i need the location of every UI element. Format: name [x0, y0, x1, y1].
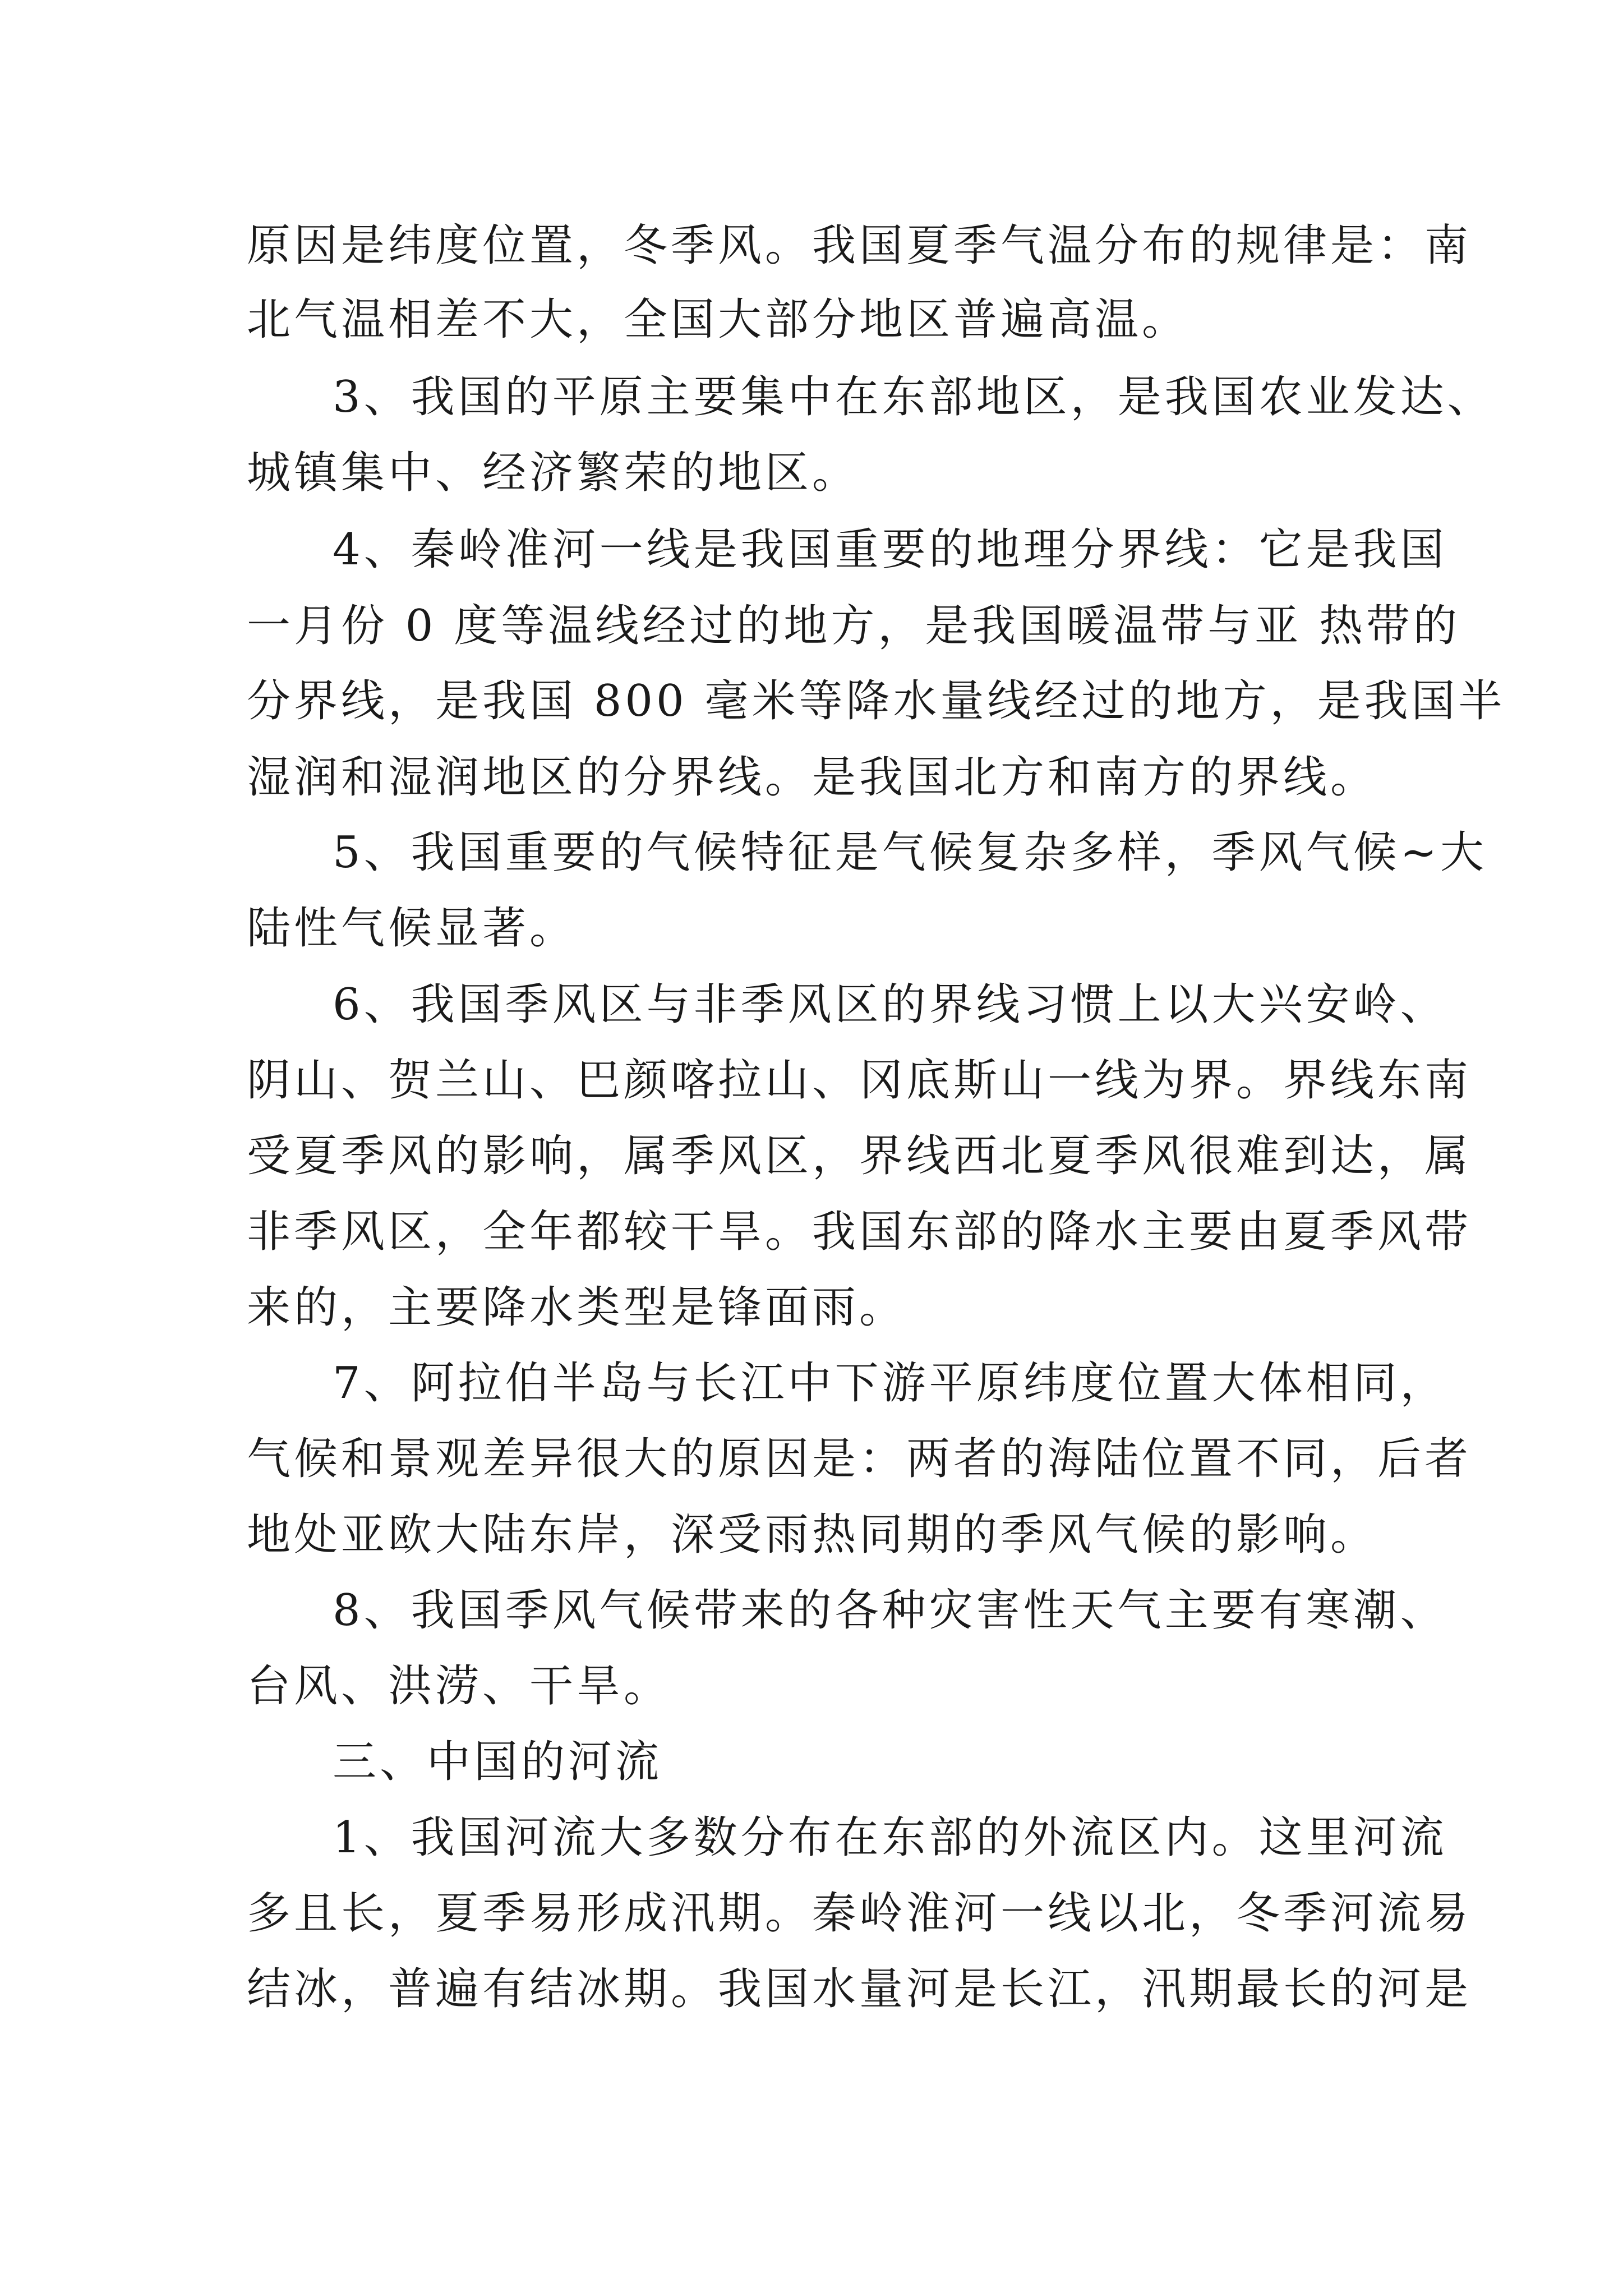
text-line: 分界线，是我国 800 毫米等降水量线经过的地方，是我国半: [247, 676, 1506, 726]
text-line: 一月份 0 度等温线经过的地方，是我国暖温带与亚 热带的: [247, 601, 1461, 651]
text-line: 台风、洪涝、干旱。: [247, 1661, 671, 1711]
text-line: 多且长，夏季易形成汛期。秦岭淮河一线以北，冬季河流易: [247, 1888, 1472, 1939]
text-line: 湿润和湿润地区的分界线。是我国北方和南方的界线。: [247, 752, 1378, 803]
text-line: 城镇集中、经济繁荣的地区。: [247, 448, 860, 498]
text-line: 非季风区，全年都较干旱。我国东部的降水主要由夏季风带: [247, 1207, 1472, 1257]
text-line: 气候和景观差异很大的原因是：两者的海陆位置不同，后者: [247, 1434, 1472, 1484]
paragraph-start-line: 5、我国重要的气候特征是气候复杂多样，季风气候~大: [333, 827, 1487, 878]
text-line: 陆性气候显著。: [247, 903, 577, 954]
paragraph-start-line: 4、秦岭准河一线是我国重要的地理分界线：它是我国: [333, 524, 1447, 575]
text-line: 结冰，普遍有结冰期。我国水量河是长江，汛期最长的河是: [247, 1964, 1472, 2014]
text-line: 北气温相差不大，全国大部分地区普遍高温。: [247, 295, 1189, 345]
section-heading: 三、中国的河流: [333, 1737, 663, 1787]
text-line: 地处亚欧大陆东岸，深受雨热同期的季风气候的影响。: [247, 1510, 1378, 1560]
paragraph-start-line: 1、我国河流大多数分布在东部的外流区内。这里河流: [333, 1812, 1447, 1863]
text-line: 阴山、贺兰山、巴颜喀拉山、冈底斯山一线为界。界线东南: [247, 1055, 1472, 1106]
text-line: 受夏季风的影响，属季风区，界线西北夏季风很难到达，属: [247, 1131, 1472, 1181]
paragraph-start-line: 8、我国季风气候带来的各种灾害性天气主要有寒潮、: [333, 1585, 1447, 1636]
paragraph-start-line: 6、我国季风区与非季风区的界线习惯上以大兴安岭、: [333, 979, 1447, 1030]
text-line: 来的，主要降水类型是锋面雨。: [247, 1282, 907, 1333]
text-line: 原因是纬度位置，冬季风。我国夏季气温分布的规律是：南: [247, 220, 1472, 271]
paragraph-start-line: 7、阿拉伯半岛与长江中下游平原纬度位置大体相同，: [333, 1358, 1447, 1409]
paragraph-start-line: 3、我国的平原主要集中在东部地区，是我国农业发达、: [333, 372, 1495, 422]
